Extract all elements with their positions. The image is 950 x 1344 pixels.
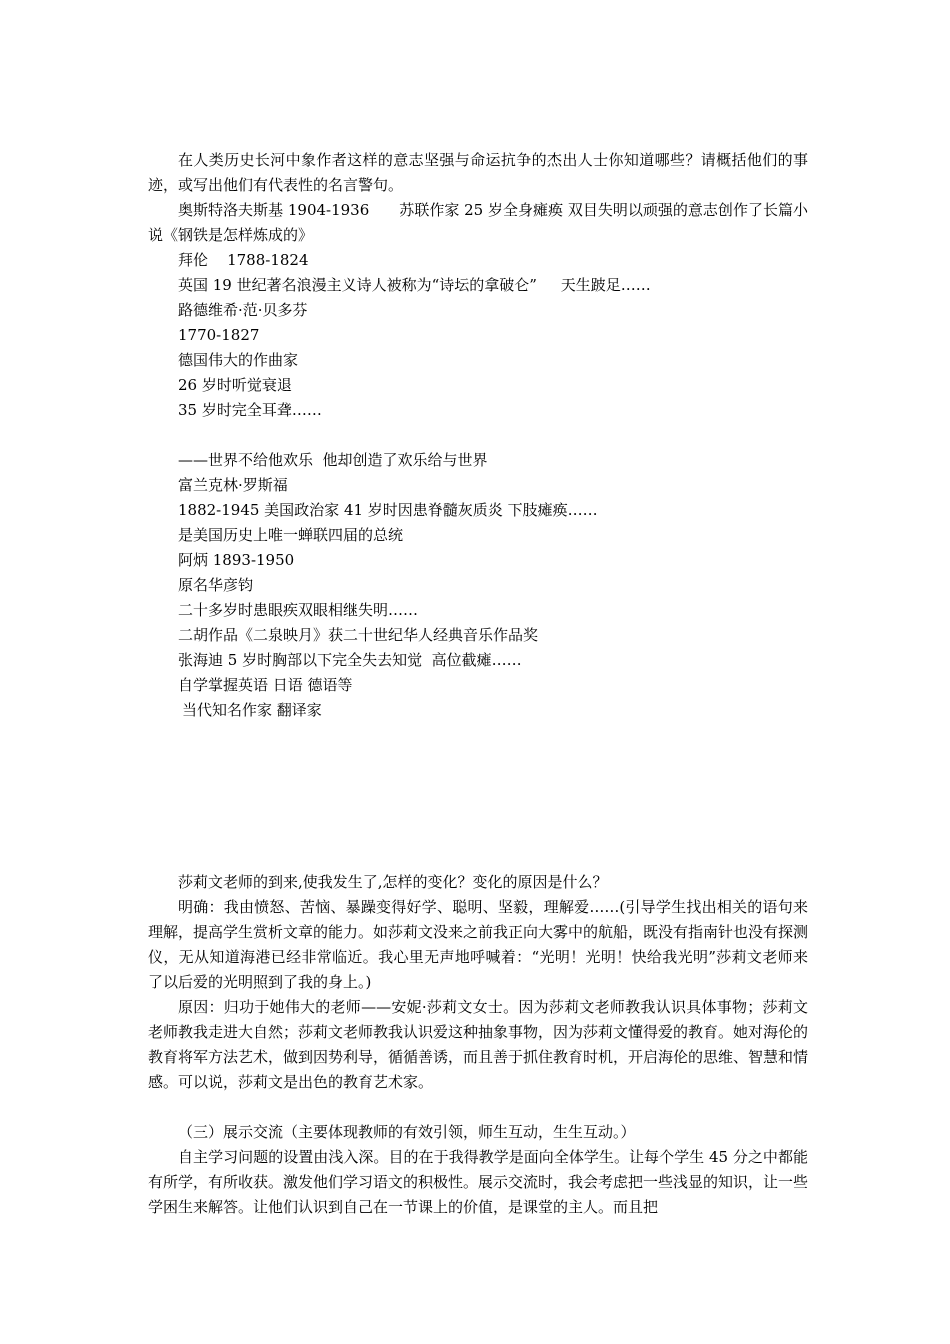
sullivan-answer: 明确：我由愤怒、苦恼、暴躁变得好学、聪明、坚毅，理解爱……(引导学生找出相关的语句来理解，提高学生赏析文章的能力。如莎莉文没来之前我正向大雾中的航船，既没有指南针也没有探测仪，无从知道海港已经非常临近。我心里无声地呼喊着：“光明！光明！快给我光明”莎莉文老师来了以后爱的光明照到了我的身上。) [148, 898, 809, 991]
text-line: 26 岁时听觉衰退 [178, 376, 292, 394]
text-line: 是美国历史上唯一蝉联四届的总统 [178, 526, 404, 544]
text-line: ——世界不给他欢乐 他却创造了欢乐给与世界 [178, 451, 488, 469]
section-sullivan [148, 870, 808, 1095]
text-line: 拜伦 1788-1824 [178, 251, 309, 269]
blank-line [148, 423, 808, 448]
section-heading: （三）展示交流（主要体现教师的有效引领，师生互动，生生互动。） [178, 1123, 636, 1141]
text-line: 路德维希·范·贝多芬 [178, 301, 308, 319]
section-body: 自主学习问题的设置由浅入深。目的在于我得教学是面向全体学生。让每个学生 45 分之中都能有所学，有所收获。激发他们学习语文的积极性。展示交流时，我会考虑把一些浅显的知识，让一些学困生来解答。让他们认识到自己在一节课上的价值，是课堂的主人。而且把 [148, 1148, 809, 1216]
text-line: 张海迪 5 岁时胸部以下完全失去知觉 高位截瘫…… [178, 651, 522, 669]
text-line: 二胡作品《二泉映月》获二十世纪华人经典音乐作品奖 [178, 626, 539, 644]
text-line: 1882-1945 美国政治家 41 岁时因患脊髓灰质炎 下肢瘫痪…… [178, 501, 598, 519]
text-line: 阿炳 1893-1950 [178, 551, 295, 569]
text-line: 原名华彦钧 [178, 576, 254, 594]
sullivan-reason: 原因：归功于她伟大的老师——安妮·莎莉文女士。因为莎莉文老师教我认识具体事物；莎莉文老师教我走进大自然；莎莉文老师教我认识爱这种抽象事物，因为莎莉文懂得爱的教育。她对海伦的教育将军方法艺术，做到因势利导，循循善诱，而且善于抓住教育时机，开启海伦的思维、智慧和情感。可以说，莎莉文是出色的教育艺术家。 [148, 998, 809, 1091]
sullivan-question: 莎莉文老师的到来,使我发生了,怎样的变化？变化的原因是什么？ [178, 873, 608, 891]
text-line: 35 岁时完全耳聋…… [178, 401, 322, 419]
text-line: 富兰克林·罗斯福 [178, 476, 288, 494]
section-famous-people [148, 148, 808, 723]
ostrovsky-paragraph: 奥斯特洛夫斯基 1904-1936 苏联作家 25 岁全身瘫痪 双目失明以顽强的意志创作了长篇小说《钢铁是怎样炼成的》 [148, 201, 808, 244]
text-line: 德国伟大的作曲家 [178, 351, 299, 369]
text-line: 英国 19 世纪著名浪漫主义诗人被称为“诗坛的拿破仑” 天生跛足…… [178, 276, 651, 294]
text-line: 1770-1827 [178, 326, 260, 344]
text-line: 二十多岁时患眼疾双眼相继失明…… [178, 601, 419, 619]
question-paragraph: 在人类历史长河中象作者这样的意志坚强与命运抗争的杰出人士你知道哪些？请概括他们的事迹，或写出他们有代表性的名言警句。 [148, 151, 808, 194]
text-line: 自学掌握英语 日语 德语等 [178, 676, 353, 694]
text-line: 当代知名作家 翻译家 [182, 701, 322, 719]
section-display-exchange [148, 1120, 808, 1220]
